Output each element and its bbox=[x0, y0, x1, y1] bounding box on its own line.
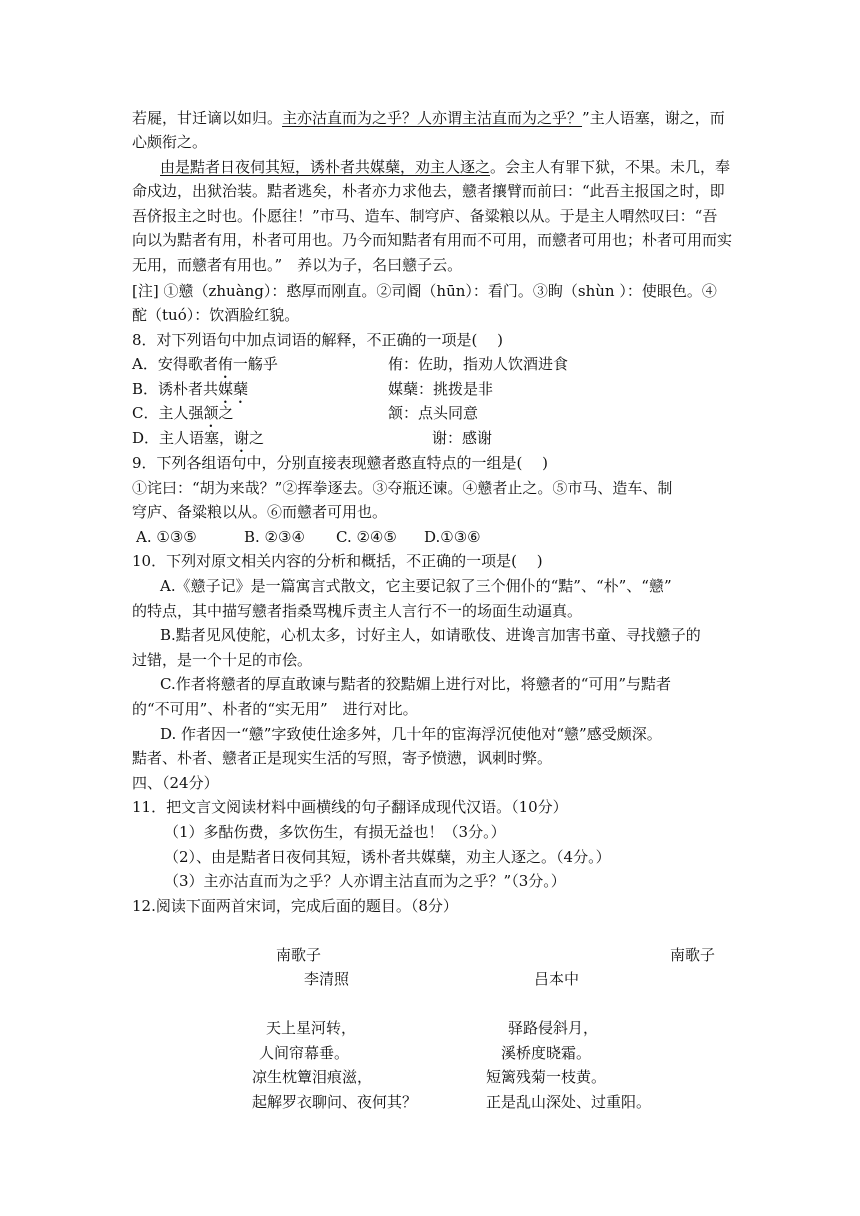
option-text: B．诱朴者共 bbox=[132, 380, 219, 398]
passage-line bbox=[160, 157, 730, 177]
question-8-option-d bbox=[132, 428, 264, 456]
option-text: 之 bbox=[249, 429, 265, 447]
underlined-sentence: 主亦沽直而为之乎？人亦谓主沽直而为之乎？ bbox=[282, 109, 583, 127]
poem-right-line: 短篱残菊一枝黄。 bbox=[486, 1068, 607, 1086]
passage-line: 心颇衔之。 bbox=[132, 133, 208, 151]
option-text: 一觞乎 bbox=[232, 355, 278, 373]
question-10-stem: 10．下列对原文相关内容的分析和概括，不正确的一项是( ) bbox=[132, 552, 543, 570]
passage-line: 向以为黠者有用，朴者可用也。乃今而知黠者有用而不可用，而戆者可用也；朴者可用而实 bbox=[132, 231, 733, 249]
question-10-option-b-cont: 过错，是一个十足的市侩。 bbox=[132, 651, 313, 669]
question-10-option-d-cont: 黠者、朴者、戆者正是现实生活的写照，寄予愤懑，讽刺时弊。 bbox=[132, 749, 553, 767]
poem-left-title: 南歌子 bbox=[276, 946, 322, 964]
poem-left-line: 起解罗衣聊问、夜何其？ bbox=[252, 1093, 418, 1111]
question-10-option-a: A.《戆子记》是一篇寓言式散文，它主要记叙了三个佣仆的“黠”、“朴”、“戆” bbox=[160, 577, 672, 595]
question-9-stem: 9．下列各组语句中，分别直接表现戆者憨直特点的一组是( ) bbox=[132, 454, 549, 472]
question-9-line: ①诧曰：“胡为来哉？”②挥拳逐去。③夺瓶还谏。④戆者止之。⑤市马、造车、制 bbox=[132, 479, 673, 497]
question-10-option-c: C.作者将戆者的厚直敢谏与黠者的狡黠媚上进行对比，将戆者的“可用”与黠者 bbox=[160, 675, 672, 693]
question-8-gloss-a: 侑：佐助，指劝人饮酒进食 bbox=[388, 355, 569, 373]
question-11-item: （1）多酤伤费，多饮伤生，有损无益也！（3分。） bbox=[164, 823, 506, 841]
question-9-choice-b: B. ②③④ bbox=[244, 528, 305, 546]
passage-text: 。会主人有罪下狱，不果。未几，奉 bbox=[490, 158, 731, 176]
note-line: [注] ①戆（zhuàng）：憨厚而刚直。②司阍（hūn）：看门。③眴（shùn ）：使眼色。④ bbox=[132, 282, 717, 300]
question-8-gloss-b: 媒蘖：挑拨是非 bbox=[388, 380, 494, 398]
poem-right-line: 驿路侵斜月， bbox=[508, 1019, 599, 1037]
question-9-line: 穹庐、备粱粮以从。⑥而戆者可用也。 bbox=[132, 503, 388, 521]
question-8-option-c bbox=[132, 403, 234, 431]
poem-left-line: 人间帘幕垂。 bbox=[259, 1044, 350, 1062]
passage-line: 命戍边，出狱治装。黠者逃矣，朴者亦力求他去，戆者攘臂而前曰：“此吾主报国之时，即 bbox=[132, 182, 725, 200]
dotted-word: 谢 bbox=[234, 429, 250, 447]
question-8-gloss-d: 谢：感谢 bbox=[432, 429, 493, 447]
option-text: 之 bbox=[218, 404, 234, 422]
question-10-option-d: D. 作者因一“戆”字致使仕途多舛，几十年的宦海浮沉使他对“戆”感受颇深。 bbox=[160, 725, 662, 743]
poem-right-line: 溪桥度晓霜。 bbox=[501, 1044, 592, 1062]
question-9-choice-d: D.①③⑥ bbox=[424, 528, 481, 546]
passage-line: 无用，而戆者有用也。” 养以为子，名曰戆子云。 bbox=[132, 256, 463, 274]
section-heading: 四、（24分） bbox=[132, 774, 219, 792]
poem-left-author: 李清照 bbox=[304, 970, 350, 988]
poem-left-line: 天上星河转， bbox=[266, 1019, 357, 1037]
question-12-stem: 12.阅读下面两首宋词，完成后面的题目。（8分） bbox=[132, 897, 458, 915]
poem-left-line: 凉生枕簟泪痕滋， bbox=[252, 1068, 373, 1086]
question-8-gloss-c: 颔：点头同意 bbox=[388, 404, 479, 422]
question-11-item: （3）主亦沽直而为之乎？人亦谓主沽直而为之乎？”（3分。） bbox=[164, 872, 566, 890]
question-10-option-a-cont: 的特点，其中描写戆者指桑骂槐斥责主人言行不一的场面生动逼真。 bbox=[132, 602, 583, 620]
question-9-choice-a: A. ①③⑤ bbox=[136, 528, 197, 546]
dotted-word: 侑 bbox=[217, 355, 233, 373]
question-8-stem: 8．对下列语句中加点词语的解释，不正确的一项是( ) bbox=[132, 331, 504, 349]
option-text: A．安得歌者 bbox=[132, 355, 218, 373]
option-text: D．主人语塞， bbox=[132, 429, 235, 447]
passage-line: 吾侪报主之时也。仆愿往！”市马、造车、制穹庐、备粱粮以从。于是主人喟然叹曰：“吾 bbox=[132, 207, 718, 225]
option-text: C．主人强 bbox=[132, 404, 204, 422]
poem-right-title: 南歌子 bbox=[670, 946, 716, 964]
underlined-sentence: 由是黠者日夜伺其短，诱朴者共媒蘖，劝主人逐之 bbox=[160, 158, 491, 176]
question-10-option-c-cont: 的“不可用”、朴者的“实无用” 进行对比。 bbox=[132, 700, 418, 718]
question-9-choice-c: C. ②④⑤ bbox=[336, 528, 397, 546]
dotted-word: 颔 bbox=[203, 404, 219, 422]
dotted-word: 媒蘖 bbox=[218, 380, 249, 398]
question-8-option-a bbox=[132, 354, 278, 382]
passage-text: 若屣，甘迁谪以如归。 bbox=[132, 109, 283, 127]
passage-line bbox=[132, 108, 725, 128]
passage-text: ”主人语塞，谢之，而 bbox=[582, 109, 725, 127]
note-line: 酡（tuó）：饮酒脸红貌。 bbox=[132, 306, 300, 324]
question-11-item: （2）、由是黠者日夜伺其短，诱朴者共媒蘖，劝主人逐之。（4分。） bbox=[164, 848, 611, 866]
question-11-stem: 11．把文言文阅读材料中画横线的句子翻译成现代汉语。（10分） bbox=[132, 798, 568, 816]
poem-right-author: 吕本中 bbox=[534, 970, 580, 988]
question-10-option-b: B.黠者见风使舵，心机太多，讨好主人，如请歌伎、进谗言加害书童、寻找戆子的 bbox=[160, 626, 701, 644]
poem-right-line: 正是乱山深处、过重阳。 bbox=[486, 1093, 652, 1111]
